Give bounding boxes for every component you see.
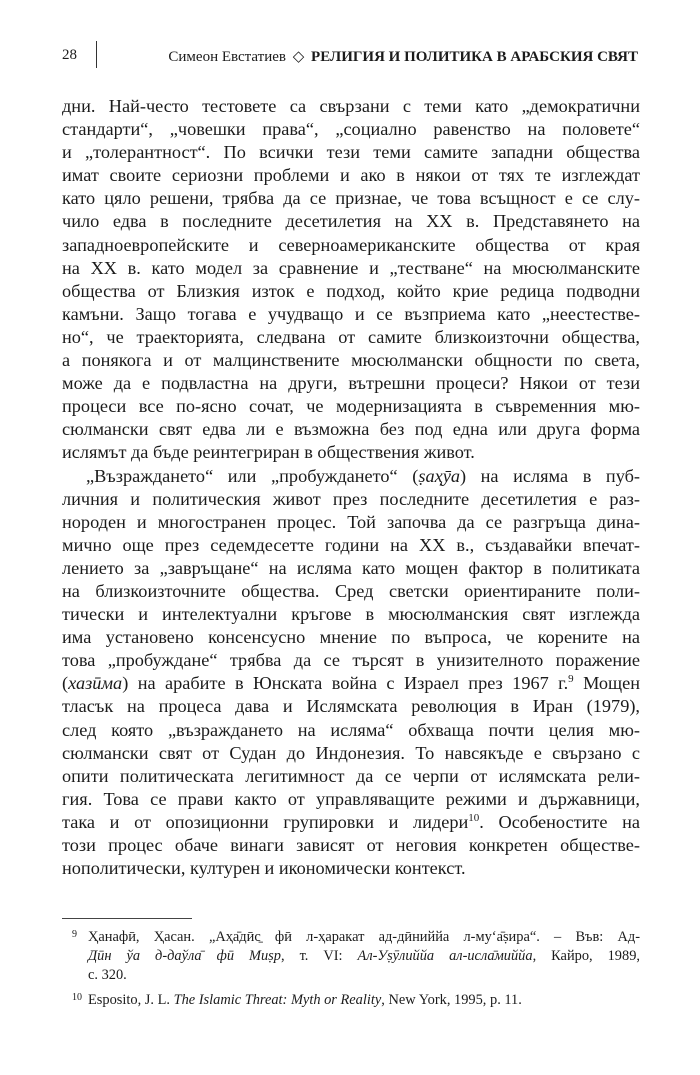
text-line: този процес обаче винаги зависят от неговия конкретен обществе- [62, 835, 640, 855]
text-line: нороден и многостранен процес. Той започва да се разгръща дина- [62, 511, 640, 532]
text-line: лението за „завръщане“ на исляма като мощен фактор в политиката [62, 557, 640, 578]
page-number: 28 [62, 47, 77, 63]
text-line: след която „възраждането на исляма“ обхваща почти целия мю- [62, 719, 640, 740]
text-line: тласък на процеса дава и Ислямската революция в Иран (1979), [62, 696, 640, 717]
text-line: това „пробуждане“ трябва да се търсят в унизителното поражение [62, 650, 640, 671]
text-line: „Възраждането“ или „пробуждането“ (ṣаҳӯа) на исляма в пуб- [86, 465, 640, 486]
text-line: като цяло решени, трябва да се признае, че това всъщност е се слу- [62, 188, 640, 209]
text-line: чило едва в последните десетилетия на XX в. Представянето на [62, 211, 640, 232]
text-line: има установено консенсусно мнение по въпроса, че корените на [62, 627, 640, 648]
text-line: а понякога и от малцинствените мюсюлмански общности по света, [62, 350, 640, 371]
text-line: дни. Най-често тестовете са свързани с теми като „демократични [62, 96, 640, 116]
header-divider [96, 41, 97, 68]
body-text [62, 95, 640, 880]
running-header [62, 40, 638, 68]
footnote-10 [62, 991, 640, 1010]
diamond-separator-icon: ◇ [292, 49, 305, 65]
footnote-9 [62, 928, 640, 985]
text-line: общества от Близкия изток е подход, който крие редица подводни [62, 280, 640, 301]
text-line: имат своите сериозни проблеми и ако в някои от тях те изглеждат [62, 165, 640, 186]
text-line: стандарти“, „човешки права“, „социално равенство на половете“ [62, 119, 640, 140]
footnote-number: 9 [72, 929, 77, 940]
text-line: може да е подвластна на други, вътрешни процеси? Някои от тези [62, 373, 640, 394]
paragraph-1 [62, 95, 640, 465]
text-line: но“, че траекторията, следвана от самите близкоизточни общества, [62, 326, 640, 347]
text-line: тически и интелектуални кръгове в мюсюлманския свят изглежда [62, 604, 640, 625]
text-line: (хазӣма) на арабите в Юнската война с Израел през 1967 г.$^9$ Мощен [62, 673, 640, 694]
text-line: сюлмански свят едва ли е възможна без под една или друга форма [62, 419, 640, 440]
footnote-line: Дӣн ўа д-даўла̄ фӣ Миṣр, т. VI: Ал-Уṣӯлиййа ал-исла̄миййа, Кайро, 1989, [88, 948, 640, 964]
text-line: на XX в. като модел за сравнение и „тестване“ на мюсюлманските [62, 257, 640, 278]
text-line: гия. Това се прави както от управляващите режими и държавници, [62, 788, 640, 809]
italic-term: ṣаҳӯа [418, 465, 460, 486]
running-head-author: Симеон Евстатиев [168, 49, 286, 65]
text-line: личния и политическия живот през последните десетилетия е раз- [62, 488, 640, 509]
text-line: западноевропейските и северноамериканските общества от края [62, 234, 640, 255]
footnote-line: с. 320. [88, 967, 127, 983]
text-line: и „толерантност“. По всички тези теми самите западни общества [62, 142, 640, 163]
footnote-divider [62, 918, 192, 919]
footnote-ref-9[interactable]: 9 [568, 673, 574, 686]
footnotes [62, 928, 640, 1016]
text-line: опити политическата легитимност да се черпи от ислямската рели- [62, 765, 640, 786]
footnote-line: Esposito, J. L. The Islamic Threat: Myth or Reality, New York, 1995, p. 11. [88, 992, 522, 1008]
text-line: на близкоизточните общества. Сред светски ориентираните поли- [62, 580, 640, 601]
text-line: мично още през седемдесетте години на XX в., създавайки впечат- [62, 534, 640, 555]
text-line: ислямът да бъде реинтегриран в обществения живот. [62, 442, 475, 463]
paragraph-2 [62, 465, 640, 881]
text-line: процеси все по-ясно сочат, че модернизацията в съвременния мю- [62, 396, 640, 417]
text-line: нополитически, културен и икономически контекст. [62, 858, 466, 879]
running-head-title: РЕЛИГИЯ И ПОЛИТИКА В АРАБСКИЯ СВЯТ [311, 49, 638, 65]
text-line: камъни. Защо тогава е учудващо и се възприема като „неестестве- [62, 303, 640, 324]
italic-term: хазӣма [68, 673, 123, 694]
footnote-number: 10 [72, 992, 82, 1003]
footnote-line: Ҳанафӣ, Ҳасан. „Аҳа̄дӣс̱ фӣ л-ҳаракат ад-дӣниййа л-му‘а̄ṣира“. – Във: Ад- [88, 929, 640, 945]
text-line: сюлмански свят от Судан до Индонезия. То навсякъде е свързано с [62, 742, 640, 763]
footnote-ref-10[interactable]: 10 [468, 811, 480, 824]
running-head [168, 47, 638, 66]
text-line: така и от опозиционни групировки и лидери$^{10}$. Особеностите на [62, 811, 641, 832]
